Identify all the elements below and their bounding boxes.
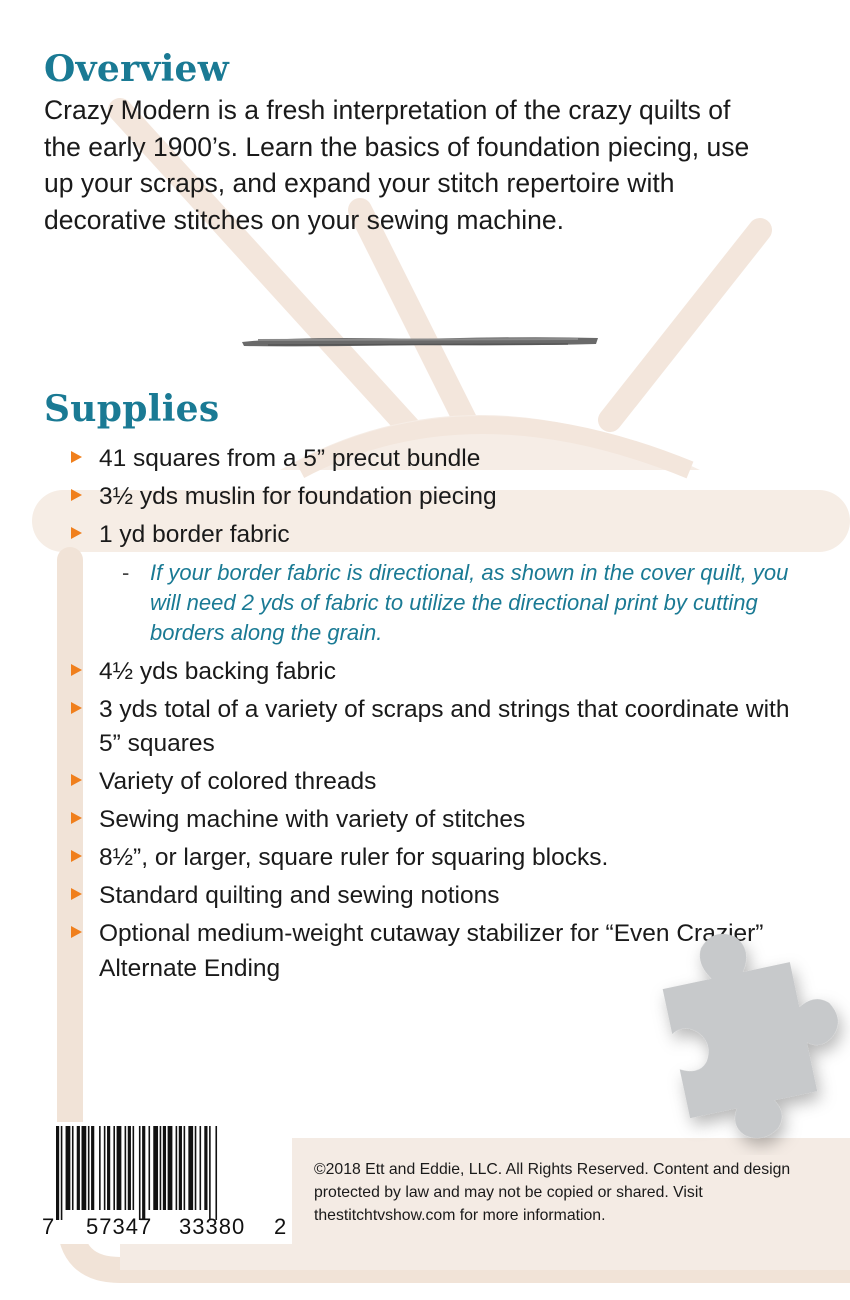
triangle-bullet-icon: [71, 850, 82, 862]
barcode-bar: [168, 1126, 173, 1210]
supply-text: 4½ yds backing fabric: [99, 657, 336, 685]
barcode-bar: [104, 1126, 106, 1210]
barcode-bar: [107, 1126, 110, 1210]
barcode-bar: [139, 1126, 141, 1220]
list-item: [70, 693, 790, 762]
barcode-digits-left: 57347: [86, 1214, 153, 1239]
supply-text: Sewing machine with variety of stitches: [99, 806, 526, 833]
triangle-bullet-icon: [71, 888, 82, 900]
supplies-list: [70, 442, 790, 990]
barcode-bar: [204, 1126, 207, 1210]
barcode-bar: [209, 1126, 211, 1220]
triangle-bullet-icon: [71, 774, 82, 786]
barcode-digits-right: 33380: [179, 1214, 246, 1239]
triangle-bullet-icon: [71, 926, 82, 938]
barcode-bar: [56, 1126, 59, 1220]
barcode-digit-first: 7: [42, 1214, 55, 1239]
supply-text: Standard quilting and sewing notions: [99, 882, 500, 909]
barcode-bar: [113, 1126, 115, 1210]
list-item: [70, 841, 790, 876]
overview-heading: Overview: [44, 48, 230, 90]
triangle-bullet-icon: [71, 451, 82, 463]
barcode-bar: [153, 1126, 158, 1210]
barcode-bar: [179, 1126, 182, 1210]
supplies-heading: Supplies: [44, 388, 220, 430]
barcode-bar: [160, 1126, 162, 1210]
copyright-notice: ©2018 Ett and Eddie, LLC. All Rights Reserved. Content and design protected by law and may not be copied or shared. Visit thestitchtvshow.com for more information.: [314, 1161, 791, 1224]
supply-text: 1 yd border fabric: [99, 521, 290, 548]
upc-barcode: [36, 1122, 292, 1244]
supply-text: Variety of colored threads: [99, 768, 377, 795]
barcode-bar: [128, 1126, 131, 1210]
note-text: If your border fabric is directional, as shown in the cover quilt, you will need 2 yds of fabric to utilize the directional print by cutting borders along the grain.: [150, 559, 789, 645]
barcode-digit-last: 2: [274, 1214, 287, 1239]
barcode-bar: [163, 1126, 166, 1210]
barcode-bar: [88, 1126, 90, 1210]
list-item: [70, 480, 790, 515]
barcode-bar: [215, 1126, 217, 1220]
barcode-bar: [148, 1126, 150, 1210]
triangle-bullet-icon: [71, 812, 82, 824]
border-fabric-note: [122, 558, 790, 648]
barcode-bar: [133, 1126, 135, 1210]
barcode-bar: [184, 1126, 186, 1210]
list-item: [70, 879, 790, 914]
supply-text: 3½ yds muslin for foundation piecing: [99, 483, 497, 510]
triangle-bullet-icon: [71, 489, 82, 501]
barcode-bar: [188, 1126, 193, 1210]
puzzle-piece-icon: [640, 915, 850, 1155]
barcode-bar: [200, 1126, 202, 1210]
list-item: [70, 803, 790, 838]
brush-stroke-divider: [238, 330, 602, 352]
barcode-bar: [61, 1126, 63, 1220]
barcode-bar: [91, 1126, 94, 1210]
barcode-digits: [42, 1212, 292, 1242]
barcode-bar: [195, 1126, 197, 1210]
barcode-bar: [142, 1126, 145, 1220]
list-item: [70, 765, 790, 800]
barcode-bar: [117, 1126, 122, 1210]
supply-text: 41 squares from a 5” precut bundle: [99, 445, 481, 472]
supply-text: 3 yds total of a variety of scraps and strings that coordinate with 5” squares: [99, 695, 790, 757]
triangle-bullet-icon: [71, 702, 82, 714]
barcode-bar: [176, 1126, 178, 1210]
list-item: [70, 518, 790, 648]
barcode-bar: [66, 1126, 71, 1210]
triangle-bullet-icon: [71, 527, 82, 539]
barcode-bars: [56, 1126, 292, 1220]
barcode-bar: [77, 1126, 80, 1210]
barcode-bar: [125, 1126, 127, 1210]
supply-text: Optional medium-weight cutaway stabilizer for “Even Crazier” Alternate Ending: [99, 920, 764, 982]
barcode-bar: [72, 1126, 74, 1210]
triangle-bullet-icon: [71, 664, 82, 676]
barcode-bar: [82, 1126, 87, 1210]
supply-text: 8½”, or larger, square ruler for squaring blocks.: [99, 844, 609, 871]
list-item: [70, 442, 790, 477]
list-item: [70, 655, 790, 690]
barcode-bar: [99, 1126, 101, 1210]
overview-paragraph: Crazy Modern is a fresh interpretation of the crazy quilts of the early 1900’s. Learn the basics of foundation piecing, use up your scraps, and expand your stitch repertoire with decorative stitches on your sewing machine.: [44, 95, 750, 235]
dash-marker: -: [122, 559, 130, 585]
